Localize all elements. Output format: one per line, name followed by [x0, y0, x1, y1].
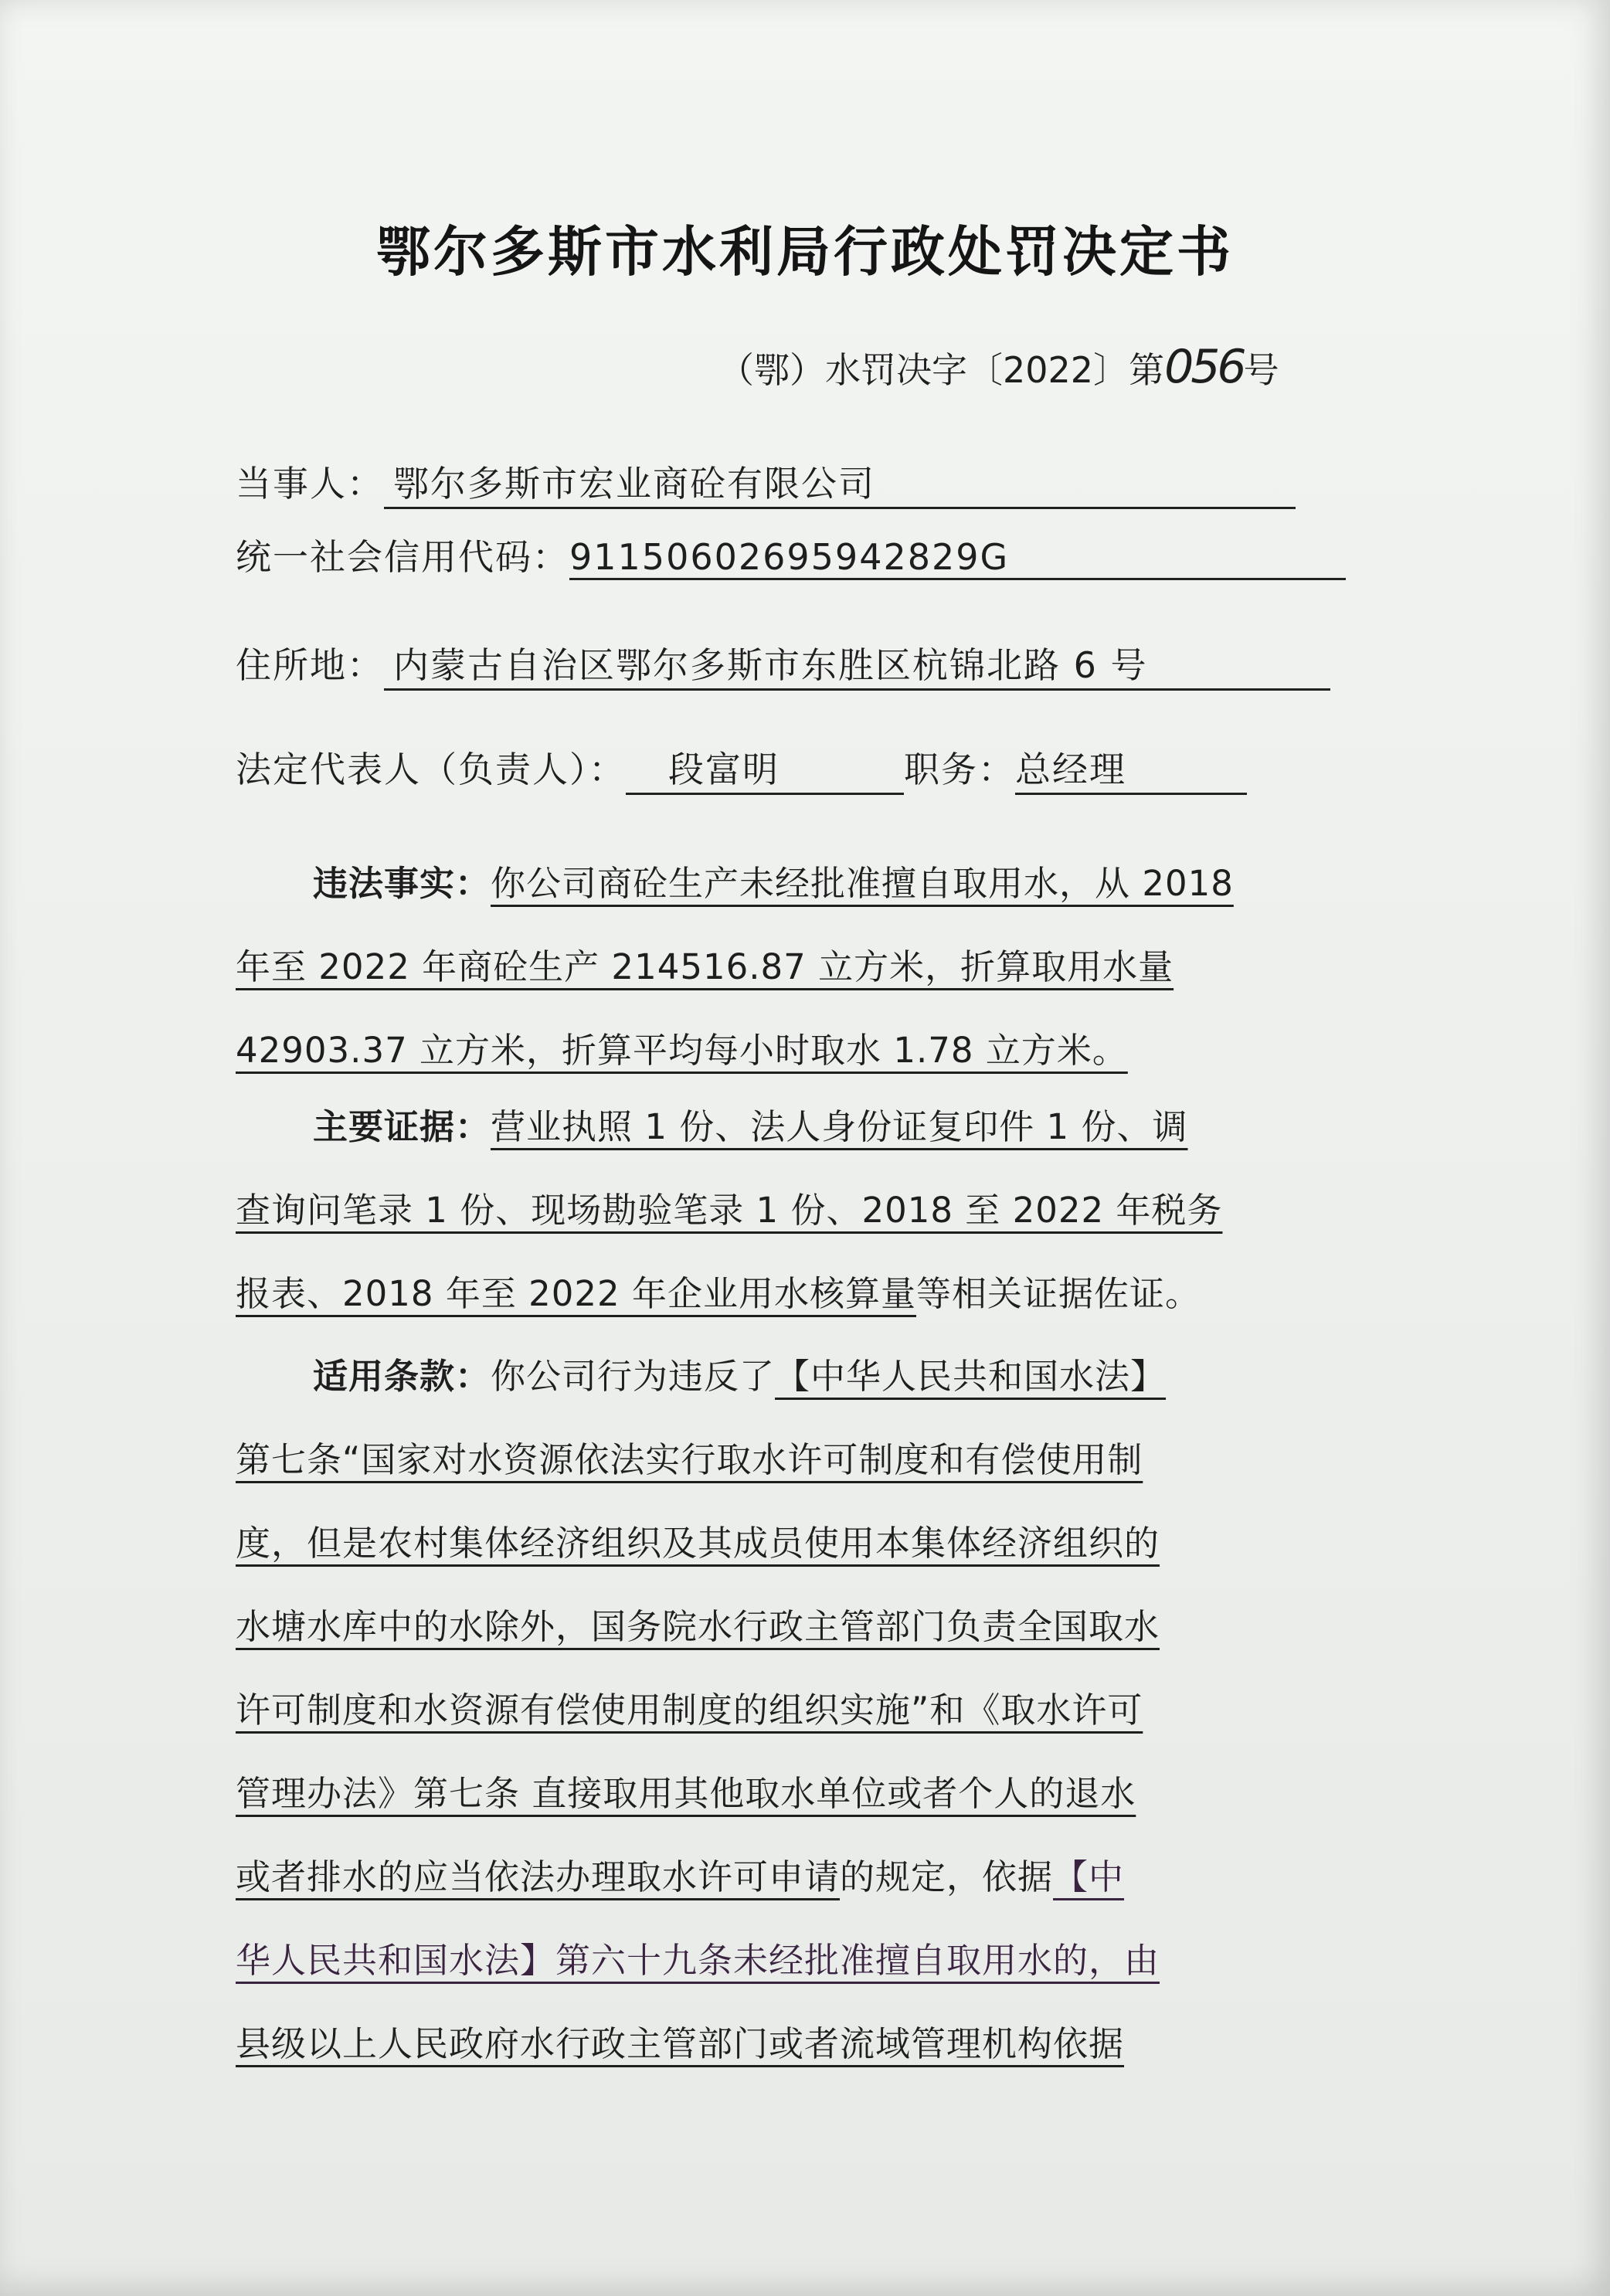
representative-value: 段富明: [626, 742, 904, 795]
representative-label: 法定代表人（负责人）：: [236, 749, 626, 790]
provisions-line-8: 华人民共和国水法】第六十九条未经批准擅自取用水的，由: [236, 1940, 1160, 1981]
position-value: 总经理: [1015, 742, 1247, 795]
position-label: 职务：: [904, 749, 1015, 790]
provisions-line-4: 水塘水库中的水除外，国务院水行政主管部门负责全国取水: [236, 1606, 1160, 1647]
provisions-line-5: 许可制度和水资源有偿使用制度的组织实施”和《取水许可: [236, 1690, 1143, 1730]
party-name-label: 当事人：: [236, 463, 384, 504]
doc-number-handwritten: 056: [1164, 340, 1244, 394]
provisions-line-1-plain: 你公司行为违反了: [491, 1356, 776, 1397]
provisions-heading: 适用条款：: [313, 1356, 491, 1397]
facts-section: [236, 842, 1371, 1092]
credit-code-label: 统一社会信用代码：: [236, 536, 569, 578]
address-value: 内蒙古自治区鄂尔多斯市东胜区杭锦北路 6 号: [384, 637, 1330, 691]
provisions-line-6: 管理办法》第七条 直接取用其他取水单位或者个人的退水: [236, 1773, 1136, 1814]
provisions-line-7-underlined: 或者排水的应当依法办理取水许可申请: [236, 1856, 841, 1897]
evidence-heading: 主要证据：: [313, 1106, 491, 1147]
evidence-line-3-underlined: 报表、2018 年至 2022 年企业用水核算量: [236, 1273, 916, 1314]
party-name-row: [236, 456, 1296, 509]
provisions-line-7-plain: 的规定，依据: [840, 1856, 1054, 1897]
party-name-value: 鄂尔多斯市宏业商砼有限公司: [384, 456, 1296, 509]
facts-line-3: 42903.37 立方米，折算平均每小时取水 1.78 立方米。: [236, 1030, 1128, 1071]
provisions-line-7-tail: 【中: [1053, 1856, 1125, 1897]
address-row: [236, 637, 1330, 691]
document-title: 鄂尔多斯市水利局行政处罚决定书: [376, 220, 1234, 284]
provisions-section: [236, 1335, 1371, 2086]
provisions-line-2: 第七条“国家对水资源依法实行取水许可制度和有偿使用制: [236, 1439, 1143, 1480]
evidence-line-2: 查询问笔录 1 份、现场勘验笔录 1 份、2018 至 2022 年税务: [236, 1190, 1223, 1231]
address-label: 住所地：: [236, 644, 384, 686]
doc-number-prefix: （鄂）水罚决字〔2022〕第: [718, 349, 1165, 391]
doc-number-suffix: 号: [1243, 349, 1279, 391]
representative-row: [236, 742, 1247, 795]
evidence-line-1: 营业执照 1 份、法人身份证复印件 1 份、调: [491, 1106, 1188, 1147]
credit-code-value: 91150602695942829G: [569, 536, 1346, 580]
evidence-section: [236, 1085, 1371, 1336]
evidence-line-3-rest: 等相关证据佐证。: [915, 1273, 1201, 1314]
document-number: [718, 340, 1279, 394]
credit-code-row: [236, 529, 1346, 580]
provisions-line-9: 县级以上人民政府水行政主管部门或者流域管理机构依据: [236, 2023, 1125, 2064]
provisions-line-3: 度，但是农村集体经济组织及其成员使用本集体经济组织的: [236, 1523, 1160, 1564]
facts-heading: 违法事实：: [313, 863, 491, 904]
provisions-line-1-underlined: 【中华人民共和国水法】: [775, 1356, 1167, 1397]
facts-line-2: 年至 2022 年商砼生产 214516.87 立方米，折算取用水量: [236, 946, 1174, 987]
facts-line-1: 你公司商砼生产未经批准擅自取用水，从 2018: [491, 863, 1234, 904]
